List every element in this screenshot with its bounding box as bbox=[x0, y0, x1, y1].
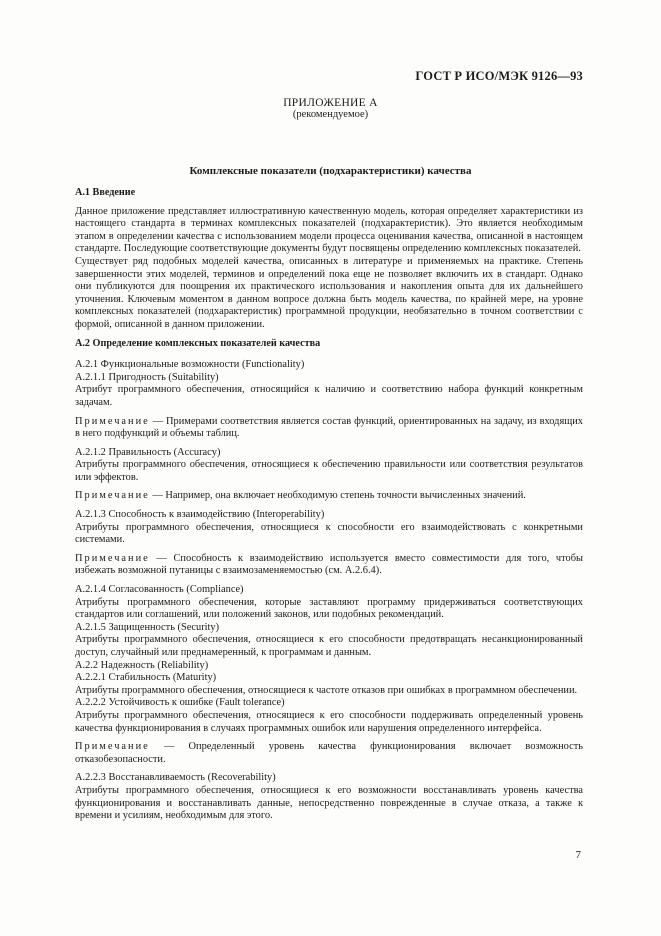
clause-text: Атрибуты программного обеспечения, которые заставляют программу придерживаться соответствующих стандартов или соглашений, или положений законов, или подобных рекомендаций. bbox=[75, 596, 583, 621]
clause-title: А.2.1.5 Защищенность (Security) bbox=[75, 621, 220, 633]
clause-text: Атрибуты программного обеспечения, относящиеся к обеспечению правильности или соответствия результатов или эффектов. bbox=[75, 459, 583, 483]
clause-text: Атрибуты программного обеспечения, относящиеся к способности его взаимодействовать с конкретными системами. bbox=[75, 521, 583, 546]
clause-note bbox=[75, 416, 583, 441]
clause-title: А.2.1.2 Правильность (Accuracy) bbox=[75, 446, 221, 458]
document-standard-id: ГОСТ Р ИСО/МЭК 9126—93 bbox=[415, 69, 583, 83]
clause-title: А.2.2.3 Восстанавливаемость (Recoverability) bbox=[75, 772, 276, 784]
appendix-subtitle: (рекомендуемое) bbox=[292, 109, 369, 120]
clause-title: А.2.1.4 Согласованность (Compliance) bbox=[75, 584, 244, 596]
note-label: Примечание bbox=[75, 552, 150, 564]
section-a1-para-2: Существует ряд подобных моделей качества, описанных в литературе и применяемых на практике. Степень завершенности этих моделей, терминов и определений пока еще не позволяет включить их в стандарт. Однако они публикуются для поощрения их практического использования и накопления опыта для их дальнейшего уточнения. Ключевым моментом в данном вопросе должна быть модель качества, по крайней мере, на уровне комплексных показателей (подхарактеристик) программной продукции, необязательно в точном соответствии с формой, описанной в данном приложении. bbox=[75, 255, 583, 330]
clause-text: Атрибуты программного обеспечения, относящиеся к частоте отказов при ошибках в программном обеспечении. bbox=[75, 684, 578, 696]
clause-text: Атрибуты программного обеспечения, относящиеся к его способности поддерживать определенный уровень качества функционирования в случаях программных ошибок или нарушения определенного интерфейса. bbox=[75, 709, 583, 734]
clause-title: А.2.2.2 Устойчивость к ошибке (Fault tolerance) bbox=[75, 697, 285, 709]
section-a2-heading: А.2 Определение комплексных показателей качества bbox=[75, 337, 321, 349]
clause-title: А.2.2 Надежность (Reliability) bbox=[75, 659, 209, 671]
main-title: Комплексные показатели (подхарактеристики) качества bbox=[189, 165, 472, 177]
section-a1-heading: А.1 Введение bbox=[75, 187, 136, 198]
clause-note bbox=[75, 553, 583, 578]
document-body bbox=[75, 187, 583, 823]
clause-text: Атрибуты программного обеспечения, относящиеся к его возможности восстанавливать уровень качества функционирования и восстанавливать данные, непосредственно поврежденные в случае отказа, а также к времени и усилиям, необходимым для этого. bbox=[75, 784, 583, 822]
clause-note bbox=[75, 741, 583, 766]
note-label: Примечание bbox=[75, 741, 150, 753]
note-text: — Например, она включает необходимую степень точности вычисленных значений. bbox=[149, 490, 526, 502]
page-number: 7 bbox=[575, 849, 581, 861]
clause-title: А.2.1.1 Пригодность (Suitability) bbox=[75, 371, 219, 383]
note-text: — Способность к взаимодействию используется вместо совместимости для того, чтобы избежать возможной путаницы с взаимозаменяемостью (см. А.2.6.4). bbox=[75, 552, 583, 577]
appendix-heading bbox=[0, 97, 661, 120]
note-label: Примечание bbox=[75, 415, 150, 427]
clause-text: Атрибуты программного обеспечения, относящиеся к его способности предотвращать несанкционированный доступ, случайный или преднамеренный, к программам и данным. bbox=[75, 634, 583, 658]
note-text: — Определенный уровень качества функционирования включает возможность отказобезопасности. bbox=[75, 741, 583, 765]
clause-text: Атрибут программного обеспечения, относящийся к наличию и соответствию набора функций конкретным задачам. bbox=[75, 384, 583, 408]
section-a1-para-1: Данное приложение представляет иллюстративную качественную модель, которая определяет характеристики из настоящего стандарта в терминах комплексных показателей (подхарактеристик). Это является необходимым этапом в определении качества с использованием модели процесса оценивания качества, описанной в настоящем стандарте. Последующие соответствующие документы будут посвящены определению комплексных показателей. bbox=[75, 205, 583, 255]
clause-note bbox=[75, 490, 583, 503]
clause-title: А.2.1.3 Способность к взаимодействию (Interoperability) bbox=[75, 509, 325, 521]
clause-title: А.2.1 Функциональные возможности (Functionality) bbox=[75, 359, 305, 371]
note-label: Примечание bbox=[75, 490, 150, 502]
clause-title: А.2.2.1 Стабильность (Maturity) bbox=[75, 672, 217, 684]
appendix-title: ПРИЛОЖЕНИЕ А bbox=[283, 97, 378, 109]
note-text: — Примерами соответствия является состав функций, ориентированных на задачу, из входящих в него подфункций и объемы таблиц. bbox=[75, 415, 583, 440]
